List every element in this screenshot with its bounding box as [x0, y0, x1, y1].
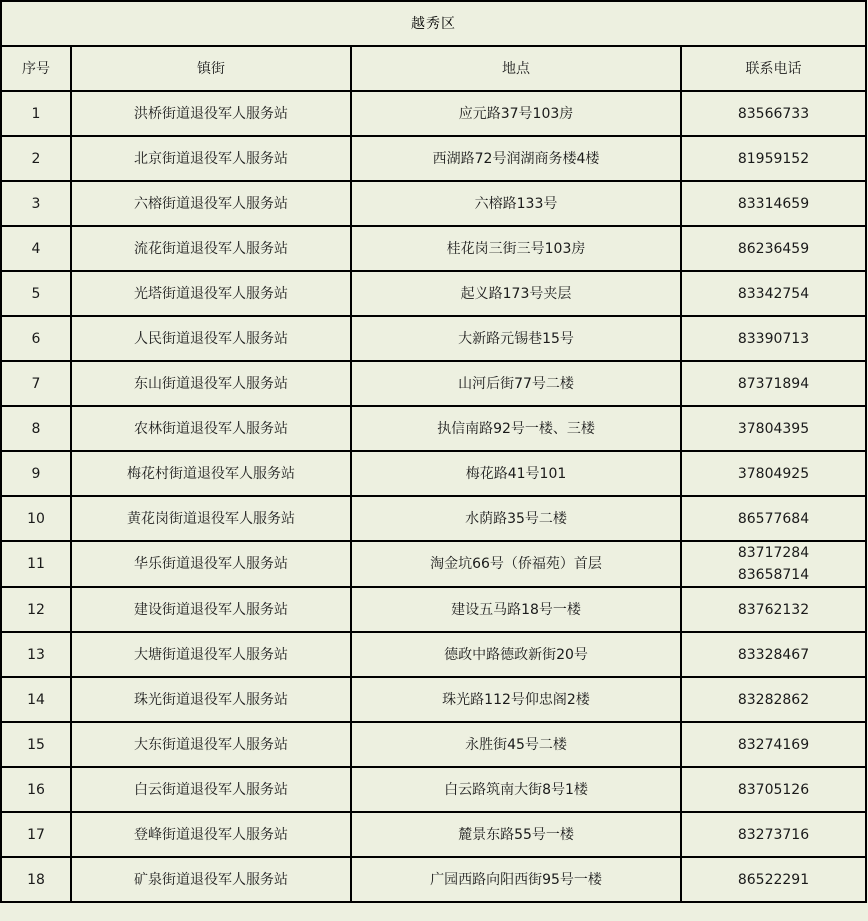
- table-row: [1, 677, 866, 722]
- phone-number: 87371894: [737, 375, 810, 392]
- phone-number: 86522291: [737, 871, 810, 888]
- cell-phone: [681, 541, 866, 587]
- cell-street: 华乐街道退役军人服务站: [71, 541, 351, 587]
- cell-street: 白云街道退役军人服务站: [71, 767, 351, 812]
- cell-address: 大新路元锡巷15号: [351, 316, 681, 361]
- phone-number: 83342754: [737, 285, 810, 302]
- cell-address: 梅花路41号101: [351, 451, 681, 496]
- header-row: [1, 46, 866, 91]
- table-title: 越秀区: [1, 1, 866, 46]
- phone-number: 83762132: [737, 601, 810, 618]
- table-row: [1, 857, 866, 902]
- cell-address: 白云路筑南大街8号1楼: [351, 767, 681, 812]
- cell-no: 3: [1, 181, 71, 226]
- cell-street: 东山街道退役军人服务站: [71, 361, 351, 406]
- table-row: [1, 496, 866, 541]
- cell-address: 桂花岗三街三号103房: [351, 226, 681, 271]
- cell-street: 矿泉街道退役军人服务站: [71, 857, 351, 902]
- cell-phone: [681, 316, 866, 361]
- cell-phone: [681, 632, 866, 677]
- cell-address: 麓景东路55号一楼: [351, 812, 681, 857]
- cell-phone: [681, 226, 866, 271]
- phone-number: 83328467: [737, 646, 810, 663]
- cell-phone: [681, 271, 866, 316]
- cell-no: 10: [1, 496, 71, 541]
- cell-no: 12: [1, 587, 71, 632]
- cell-address: 西湖路72号润湖商务楼4楼: [351, 136, 681, 181]
- table-row: [1, 812, 866, 857]
- title-row: [1, 1, 866, 46]
- phone-number: 37804925: [737, 465, 810, 482]
- cell-no: 1: [1, 91, 71, 136]
- cell-phone: [681, 451, 866, 496]
- table-row: [1, 451, 866, 496]
- table-row: [1, 722, 866, 767]
- cell-address: 广园西路向阳西街95号一楼: [351, 857, 681, 902]
- cell-street: 光塔街道退役军人服务站: [71, 271, 351, 316]
- table-body: [1, 91, 866, 902]
- cell-no: 13: [1, 632, 71, 677]
- cell-phone: [681, 857, 866, 902]
- cell-phone: [681, 91, 866, 136]
- cell-no: 5: [1, 271, 71, 316]
- cell-no: 15: [1, 722, 71, 767]
- cell-address: 淘金坑66号（侨福苑）首层: [351, 541, 681, 587]
- cell-no: 2: [1, 136, 71, 181]
- phone-number: 83566733: [737, 105, 810, 122]
- cell-phone: [681, 812, 866, 857]
- phone-number: 83274169: [737, 736, 810, 753]
- cell-no: 18: [1, 857, 71, 902]
- cell-address: 山河后街77号二楼: [351, 361, 681, 406]
- phone-number: 81959152: [737, 150, 810, 167]
- cell-street: 大塘街道退役军人服务站: [71, 632, 351, 677]
- cell-no: 6: [1, 316, 71, 361]
- cell-street: 建设街道退役军人服务站: [71, 587, 351, 632]
- cell-no: 14: [1, 677, 71, 722]
- cell-no: 7: [1, 361, 71, 406]
- table-row: [1, 91, 866, 136]
- cell-no: 17: [1, 812, 71, 857]
- cell-no: 9: [1, 451, 71, 496]
- cell-phone: [681, 181, 866, 226]
- table-row: [1, 316, 866, 361]
- cell-address: 应元路37号103房: [351, 91, 681, 136]
- cell-phone: [681, 587, 866, 632]
- cell-phone: [681, 496, 866, 541]
- cell-street: 大东街道退役军人服务站: [71, 722, 351, 767]
- cell-street: 流花街道退役军人服务站: [71, 226, 351, 271]
- phone-number: 83717284: [737, 545, 810, 561]
- cell-no: 11: [1, 541, 71, 587]
- table-row: [1, 587, 866, 632]
- phone-number: 83273716: [737, 826, 810, 843]
- cell-phone: [681, 677, 866, 722]
- column-header-street: 镇街: [71, 46, 351, 91]
- cell-street: 洪桥街道退役军人服务站: [71, 91, 351, 136]
- cell-street: 珠光街道退役军人服务站: [71, 677, 351, 722]
- table-row: [1, 271, 866, 316]
- cell-phone: [681, 767, 866, 812]
- cell-address: 水荫路35号二楼: [351, 496, 681, 541]
- cell-address: 永胜街45号二楼: [351, 722, 681, 767]
- column-header-address: 地点: [351, 46, 681, 91]
- cell-phone: [681, 136, 866, 181]
- cell-address: 六榕路133号: [351, 181, 681, 226]
- column-header-no: 序号: [1, 46, 71, 91]
- cell-address: 起义路173号夹层: [351, 271, 681, 316]
- table-row: [1, 541, 866, 587]
- cell-address: 德政中路德政新街20号: [351, 632, 681, 677]
- cell-no: 16: [1, 767, 71, 812]
- cell-phone: [681, 361, 866, 406]
- table-row: [1, 136, 866, 181]
- cell-street: 北京街道退役军人服务站: [71, 136, 351, 181]
- phone-number: 37804395: [737, 420, 810, 437]
- cell-address: 执信南路92号一楼、三楼: [351, 406, 681, 451]
- cell-street: 黄花岗街道退役军人服务站: [71, 496, 351, 541]
- phone-number: 83282862: [737, 691, 810, 708]
- cell-phone: [681, 722, 866, 767]
- table-row: [1, 632, 866, 677]
- table-row: [1, 361, 866, 406]
- cell-address: 珠光路112号仰忠阁2楼: [351, 677, 681, 722]
- cell-street: 梅花村街道退役军人服务站: [71, 451, 351, 496]
- phone-number: 86236459: [737, 240, 810, 257]
- table-row: [1, 226, 866, 271]
- cell-street: 农林街道退役军人服务站: [71, 406, 351, 451]
- cell-no: 4: [1, 226, 71, 271]
- phone-number: 86577684: [737, 510, 810, 527]
- phone-number: 83390713: [737, 330, 810, 347]
- phone-number: 83705126: [737, 781, 810, 798]
- cell-street: 登峰街道退役军人服务站: [71, 812, 351, 857]
- cell-street: 人民街道退役军人服务站: [71, 316, 351, 361]
- cell-no: 8: [1, 406, 71, 451]
- table-row: [1, 406, 866, 451]
- cell-street: 六榕街道退役军人服务站: [71, 181, 351, 226]
- table-row: [1, 767, 866, 812]
- phone-number: 83658714: [737, 567, 810, 583]
- column-header-phone: 联系电话: [681, 46, 866, 91]
- table-row: [1, 181, 866, 226]
- cell-phone: [681, 406, 866, 451]
- phone-number: 83314659: [737, 195, 810, 212]
- cell-address: 建设五马路18号一楼: [351, 587, 681, 632]
